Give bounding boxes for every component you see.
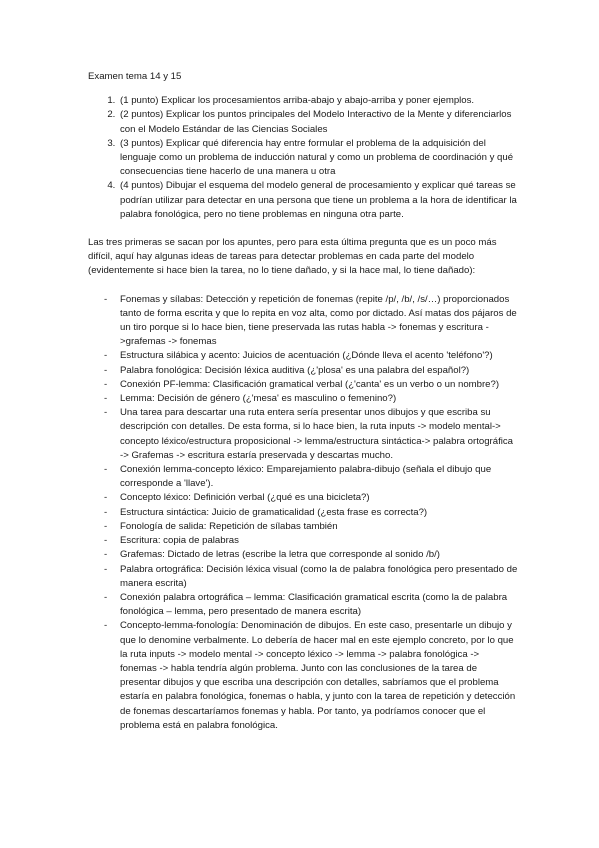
list-item-text: Fonemas y sílabas: Detección y repetición de fonemas (repite /p/, /b/, /s/…) proporcionados tanto de forma escrita y que lo repita en voz alta, como por dictado. Así matas dos pájaros de un tiro porque si lo hace bien, tiene preservada las rutas habla -> fonemas y escritura ->grafemas -> fonemas: [120, 293, 517, 348]
bullet-marker: -: [104, 464, 108, 476]
list-item: [88, 619, 518, 733]
bullet-marker: -: [104, 393, 108, 405]
bullet-marker: -: [104, 535, 108, 547]
list-item-text: Concepto léxico: Definición verbal (¿qué es una bicicleta?): [120, 492, 370, 504]
bullet-marker: -: [104, 506, 108, 518]
list-item: [88, 349, 518, 363]
question-item: 4. (4 puntos) Dibujar el esquema del modelo general de procesamiento y explicar qué tareas se podrían utilizar para detectar en una persona que tiene un problema a la hora de identificar la palabra fonológica, pero no tiene problemas en ninguna otra parte.: [118, 179, 518, 222]
question-item: 1. (1 punto) Explicar los procesamientos arriba-abajo y abajo-arriba y poner ejemplos.: [118, 94, 518, 108]
list-item-text: Escritura: copia de palabras: [120, 535, 239, 547]
bullet-marker: -: [104, 620, 108, 632]
bullet-marker: -: [104, 350, 108, 362]
bullet-marker: -: [104, 563, 108, 575]
list-item-text: Conexión palabra ortográfica – lemma: Clasificación gramatical escrita (como la de palabra fonológica – lemma, pero presentado de manera escrita): [120, 591, 508, 618]
list-item-text: Fonología de salida: Repetición de sílabas también: [120, 520, 338, 532]
bullet-marker: -: [104, 591, 108, 603]
task-list: [88, 293, 518, 733]
bullet-marker: -: [104, 364, 108, 376]
list-item-text: Conexión lemma-concepto léxico: Emparejamiento palabra-dibujo (señala el dibujo que corresponde a 'llave').: [120, 464, 492, 490]
bullet-marker: -: [104, 549, 108, 561]
list-item: [88, 520, 518, 534]
question-item: 3. (3 puntos) Explicar qué diferencia hay entre formular el problema de la adquisición del lenguaje como un problema de inducción natural y como un problema de coordinación y qué consecuencias tiene hacerlo de una manera u otra: [118, 137, 518, 180]
intro-paragraph: Las tres primeras se sacan por los apuntes, pero para esta última pregunta que es un poco más difícil, aquí hay algunas ideas de tareas para detectar problemas en cada parte del modelo (evidentemente si hace bien la tarea, no lo tiene dañado, y si la hace mal, lo tiene dañado):: [88, 237, 497, 277]
list-item: [88, 534, 518, 548]
list-item-text: Estructura silábica y acento: Juicios de acentuación (¿Dónde lleva el acento 'teléfono'?): [120, 350, 493, 362]
list-item: [88, 563, 518, 591]
list-item-text: Grafemas: Dictado de letras (escribe la letra que corresponde al sonido /b/): [120, 549, 440, 561]
list-item: [88, 364, 518, 378]
list-item-text: Palabra ortográfica: Decisión léxica visual (como la de palabra fonológica pero presentado de manera escrita): [120, 563, 518, 589]
document-page: [88, 70, 518, 733]
list-item: [88, 491, 518, 505]
list-item: [88, 406, 518, 463]
list-item-text: Concepto-lemma-fonología: Denominación de dibujos. En este caso, presentarle un dibujo y que lo denomine verbalmente. Lo debería de hacer mal en este ejemplo concreto, por lo que la ruta inputs -> modelo mental -> concepto léxico -> lemma -> palabra fonológica -> fonemas -> habla tendría algún problema. Junto con las conclusiones de la tarea de presentar dibujos y que escriba una descripción con detalles, sabríamos que el problema estaría en palabra fonológica, fonemas o habla, y junto con la tarea de repetición y detección de fonemas descartaríamos fonemas y habla. Por tanto, ya podríamos conocer que el problema está en palabra fonológica.: [120, 620, 516, 731]
list-item: [88, 463, 518, 491]
list-item-text: Estructura sintáctica: Juicio de gramaticalidad (¿esta frase es correcta?): [120, 506, 428, 518]
list-item: [88, 392, 518, 406]
question-item: 2. (2 puntos) Explicar los puntos principales del Modelo Interactivo de la Mente y diferenciarlos con el Modelo Estándar de las Ciencias Sociales: [118, 108, 518, 136]
list-item: [88, 548, 518, 562]
list-item: [88, 506, 518, 520]
bullet-marker: -: [104, 407, 108, 419]
list-item: [88, 293, 518, 350]
list-item-text: Conexión PF-lemma: Clasificación gramatical verbal (¿'canta' es un verbo o un nombre?): [120, 378, 500, 390]
document-title: Examen tema 14 y 15: [88, 71, 182, 82]
list-item: [88, 591, 518, 619]
list-item: [88, 378, 518, 392]
list-item-text: Una tarea para descartar una ruta entera sería presentar unos dibujos y que escriba su descripción con detalles. De esta forma, si lo hace bien, la ruta inputs -> modelo mental-> concepto léxico/estructura proposicional -> lemma/estructura sintáctica-> palabra ortográfica -> Grafemas -> escritura estaría preservada y descartas mucho.: [120, 407, 514, 461]
list-item-text: Lemma: Decisión de género (¿'mesa' es masculino o femenino?): [120, 393, 397, 405]
exam-questions: [88, 94, 518, 222]
bullet-marker: -: [104, 520, 108, 532]
bullet-marker: -: [104, 378, 108, 390]
list-item-text: Palabra fonológica: Decisión léxica auditiva (¿'plosa' es una palabra del español?): [120, 364, 470, 376]
bullet-marker: -: [104, 293, 108, 305]
bullet-marker: -: [104, 492, 108, 504]
